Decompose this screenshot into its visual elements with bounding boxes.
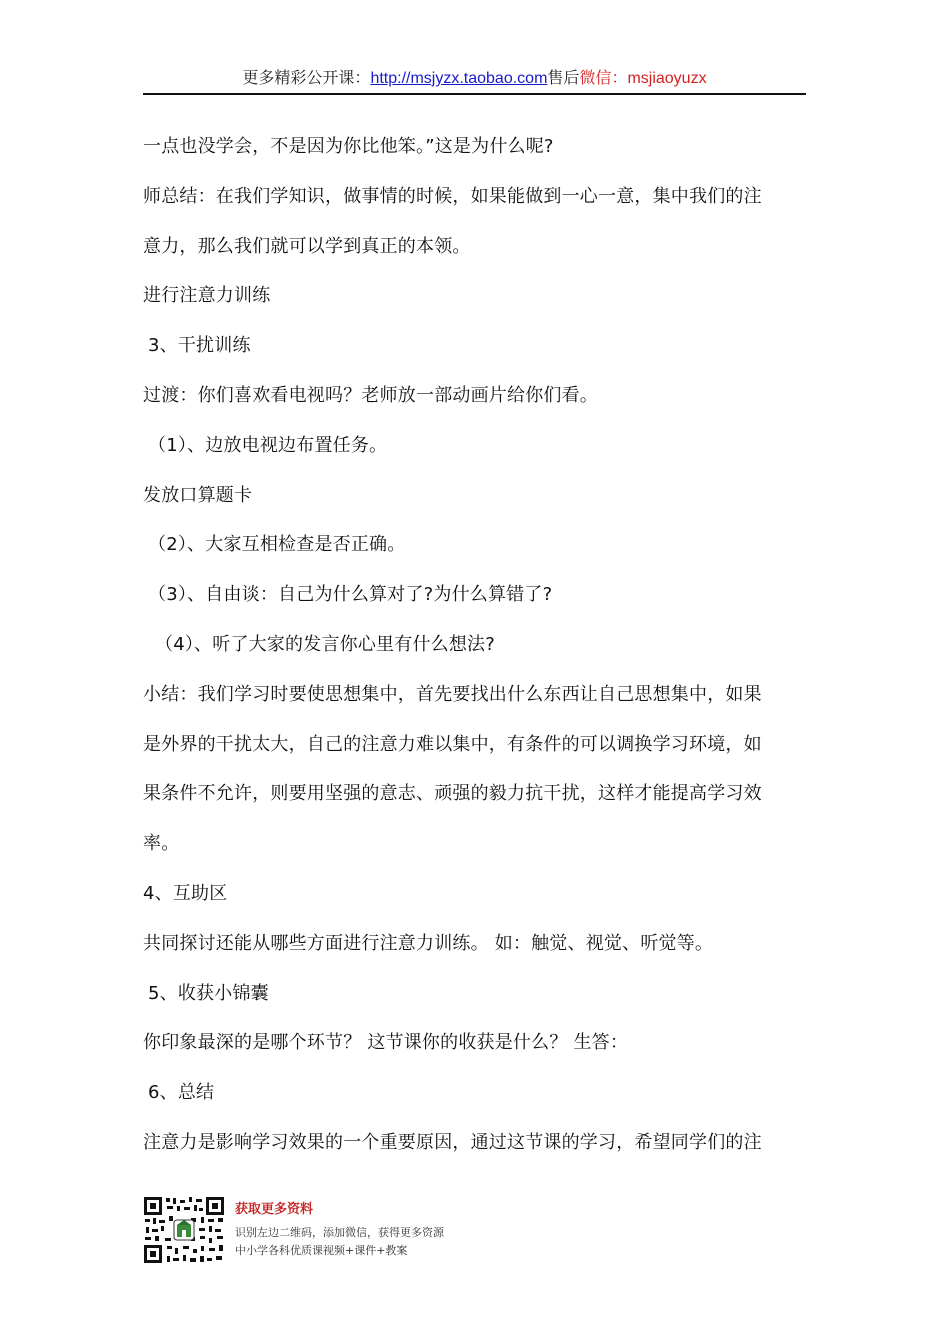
qr-code-icon[interactable]: [143, 1196, 225, 1264]
footer-promo: [143, 1196, 543, 1266]
header-rule: [143, 93, 806, 95]
paragraph: 注意力是影响学习效果的一个重要原因，通过这节课的学习，希望同学们的注: [143, 1131, 762, 1153]
paragraph: 意力，那么我们就可以学到真正的本领。: [143, 235, 471, 257]
paragraph: 是外界的干扰太大，自己的注意力难以集中，有条件的可以调换学习环境，如: [143, 733, 762, 755]
paragraph: 发放口算题卡: [143, 484, 253, 506]
footer-instruction: 识别左边二维码，添加微信，获得更多资源: [235, 1226, 444, 1239]
paragraph: 你印象最深的是哪个环节？ 这节课你的收获是什么？ 生答：: [143, 1032, 629, 1054]
paragraph: 师总结：在我们学知识，做事情的时候，如果能做到一心一意，集中我们的注: [143, 185, 762, 207]
paragraph: 过渡：你们喜欢看电视吗？老师放一部动画片给你们看。: [143, 384, 598, 406]
footer-title: 获取更多资料: [235, 1202, 314, 1217]
section-heading: 6、总结: [148, 1082, 215, 1104]
section-heading: 3、干扰训练: [148, 335, 251, 357]
header-wechat-label: 微信：: [579, 68, 628, 87]
paragraph: 一点也没学会，不是因为你比他笨。”这是为什么呢?: [143, 136, 554, 157]
paragraph: （3）、自由谈：自己为什么算对了?为什么算错了?: [148, 584, 553, 606]
page-header: [143, 64, 806, 93]
paragraph: （2）、大家互相检查是否正确。: [148, 534, 406, 556]
paragraph: （1）、边放电视边布置任务。: [148, 434, 388, 456]
footer-resources: 中小学各科优质课视频+课件+教案: [235, 1244, 408, 1257]
paragraph: 进行注意力训练: [143, 285, 271, 307]
paragraph: 小结：我们学习时要使思想集中，首先要找出什么东西让自己思想集中，如果: [143, 683, 762, 705]
paragraph: （4）、听了大家的发言你心里有什么想法?: [155, 633, 496, 655]
header-url-link[interactable]: http://msjyzx.taobao.com: [370, 70, 548, 87]
section-heading: 5、收获小锦囊: [148, 982, 269, 1004]
paragraph: 共同探讨还能从哪些方面进行注意力训练。 如：触觉、视觉、听觉等。: [143, 932, 714, 954]
header-wechat-id: msjiaoyuzx: [627, 70, 707, 87]
header-label: 更多精彩公开课：: [242, 68, 371, 87]
paragraph: 率。: [143, 833, 180, 855]
paragraph: 果条件不允许，则要用坚强的意志、顽强的毅力抗干扰，这样才能提高学习效: [143, 783, 762, 805]
section-heading: 4、互助区: [143, 882, 228, 904]
document-body: [143, 122, 809, 1168]
header-after-sales: 售后: [547, 68, 580, 87]
